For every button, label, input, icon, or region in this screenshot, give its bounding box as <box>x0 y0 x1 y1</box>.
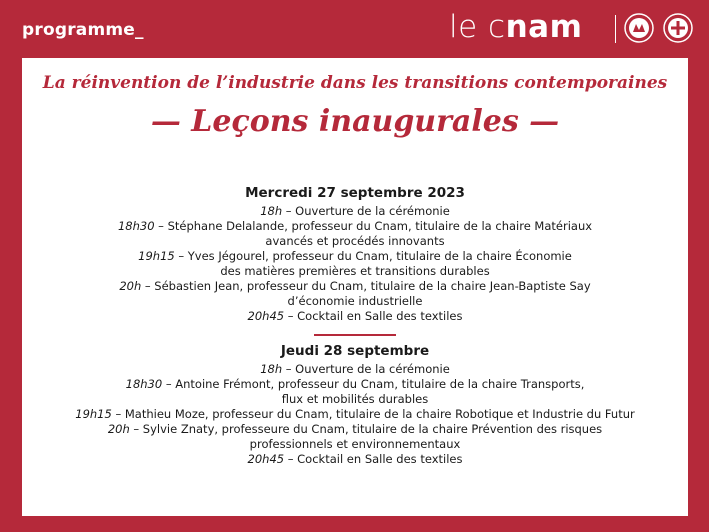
cnam-emblem-icon <box>663 13 693 43</box>
time-label: 18h <box>260 362 283 376</box>
event-text: – Yves Jégourel, professeur du Cnam, titulaire de la chaire Économie <box>174 249 572 263</box>
event-text: – Mathieu Moze, professeur du Cnam, titulaire de la chaire Robotique et Industrie du Futur <box>111 407 635 421</box>
schedule <box>22 184 688 467</box>
time-label: 18h <box>260 204 283 218</box>
event-text: – Cocktail en Salle des textiles <box>284 452 463 466</box>
schedule-line <box>22 219 688 234</box>
logo-bold: nam <box>505 9 583 45</box>
schedule-line <box>22 422 688 437</box>
schedule-line <box>22 407 688 422</box>
logo-light: le c <box>449 9 506 45</box>
schedule-line <box>22 204 688 219</box>
event-text: – Ouverture de la cérémonie <box>282 362 450 376</box>
event-text-continued: flux et mobilités durables <box>281 392 429 406</box>
programme-label: programme_ <box>22 20 144 40</box>
time-label: 19h15 <box>138 249 175 263</box>
main-title: La réinvention de l’industrie dans les transitions contemporaines <box>42 73 668 93</box>
time-label: 18h30 <box>125 377 163 391</box>
event-text-continued: avancés et procédés innovants <box>265 234 445 248</box>
schedule-line <box>22 309 688 324</box>
time-label: 20h45 <box>247 309 285 323</box>
event-text: – Ouverture de la cérémonie <box>282 204 450 218</box>
schedule-line <box>22 377 688 392</box>
logo-divider <box>615 15 616 43</box>
schedule-line <box>22 249 688 264</box>
content-panel <box>22 58 688 516</box>
day2-heading: Jeudi 28 septembre <box>280 343 430 359</box>
event-text-continued: d’économie industrielle <box>287 294 423 308</box>
event-text-continued: professionnels et environnementaux <box>249 437 461 451</box>
cnam-logo <box>449 9 582 45</box>
time-label: 20h45 <box>247 452 285 466</box>
schedule-line <box>22 279 688 294</box>
day-divider <box>314 334 396 336</box>
top-bar <box>0 0 709 58</box>
cnam-seal-icon <box>624 13 654 43</box>
time-label: 18h30 <box>117 219 155 233</box>
day1-heading: Mercredi 27 septembre 2023 <box>245 185 465 201</box>
event-text: – Stéphane Delalande, professeur du Cnam, titulaire de la chaire Matériaux <box>154 219 593 233</box>
event-text: – Antoine Frémont, professeur du Cnam, titulaire de la chaire Transports, <box>162 377 585 391</box>
schedule-line <box>22 362 688 377</box>
subtitle: — Leçons inaugurales — <box>150 104 560 139</box>
time-label: 20h <box>107 422 130 436</box>
event-text: – Sébastien Jean, professeur du Cnam, titulaire de la chaire Jean-Baptiste Say <box>141 279 591 293</box>
time-label: 20h <box>119 279 142 293</box>
event-text: – Sylvie Znaty, professeure du Cnam, titulaire de la chaire Prévention des risques <box>129 422 603 436</box>
schedule-line <box>22 452 688 467</box>
event-text-continued: des matières premières et transitions durables <box>220 264 490 278</box>
time-label: 19h15 <box>75 407 112 421</box>
event-text: – Cocktail en Salle des textiles <box>284 309 463 323</box>
